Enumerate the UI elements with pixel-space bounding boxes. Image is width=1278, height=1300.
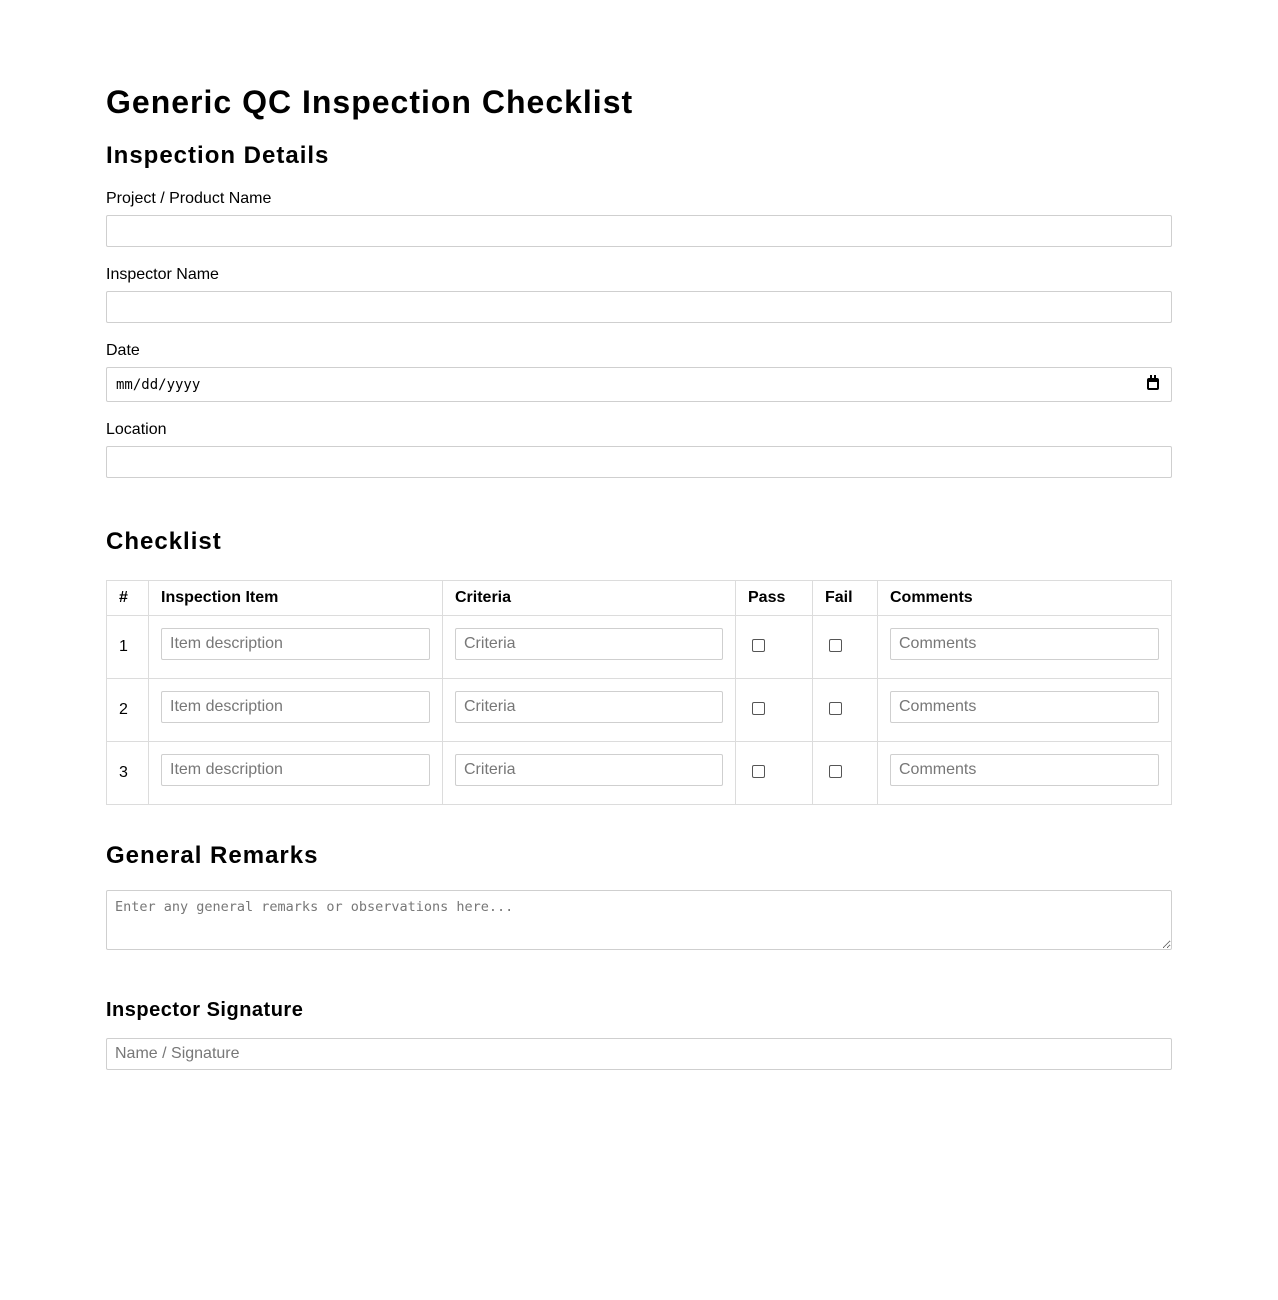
fail-checkbox[interactable] [829, 765, 842, 778]
col-item-header: Inspection Item [149, 581, 443, 616]
criteria-input[interactable] [455, 754, 723, 786]
calendar-icon[interactable] [1147, 378, 1159, 390]
inspector-name-input[interactable] [106, 291, 1172, 323]
row-number: 1 [107, 616, 149, 679]
table-row [107, 616, 1172, 679]
date-value: mm/dd/yyyy [116, 377, 201, 393]
row-number: 3 [107, 742, 149, 805]
checklist-heading: Checklist [106, 528, 222, 555]
item-description-input[interactable] [161, 691, 430, 723]
project-name-label: Project / Product Name [106, 190, 272, 207]
fail-checkbox[interactable] [829, 702, 842, 715]
item-description-input[interactable] [161, 754, 430, 786]
checklist-table [106, 580, 1172, 805]
comments-input[interactable] [890, 754, 1159, 786]
item-description-input[interactable] [161, 628, 430, 660]
pass-checkbox[interactable] [752, 702, 765, 715]
criteria-input[interactable] [455, 691, 723, 723]
comments-input[interactable] [890, 628, 1159, 660]
signature-heading: Inspector Signature [106, 999, 304, 1021]
col-fail-header: Fail [813, 581, 878, 616]
inspector-name-label: Inspector Name [106, 266, 219, 283]
table-header-row [107, 581, 1172, 616]
table-row [107, 679, 1172, 742]
pass-checkbox[interactable] [752, 639, 765, 652]
location-input[interactable] [106, 446, 1172, 478]
remarks-textarea[interactable] [106, 890, 1172, 950]
pass-checkbox[interactable] [752, 765, 765, 778]
col-pass-header: Pass [736, 581, 813, 616]
remarks-heading: General Remarks [106, 842, 319, 869]
signature-input[interactable] [106, 1038, 1172, 1070]
date-input[interactable] [106, 367, 1172, 402]
date-label: Date [106, 342, 140, 359]
row-number: 2 [107, 679, 149, 742]
project-name-input[interactable] [106, 215, 1172, 247]
col-comments-header: Comments [878, 581, 1172, 616]
qc-form [106, 0, 1172, 1070]
details-heading: Inspection Details [106, 142, 330, 169]
col-number-header: # [107, 581, 149, 616]
criteria-input[interactable] [455, 628, 723, 660]
comments-input[interactable] [890, 691, 1159, 723]
table-row [107, 742, 1172, 805]
col-criteria-header: Criteria [443, 581, 736, 616]
fail-checkbox[interactable] [829, 639, 842, 652]
page-title: Generic QC Inspection Checklist [106, 84, 634, 120]
location-label: Location [106, 421, 167, 438]
